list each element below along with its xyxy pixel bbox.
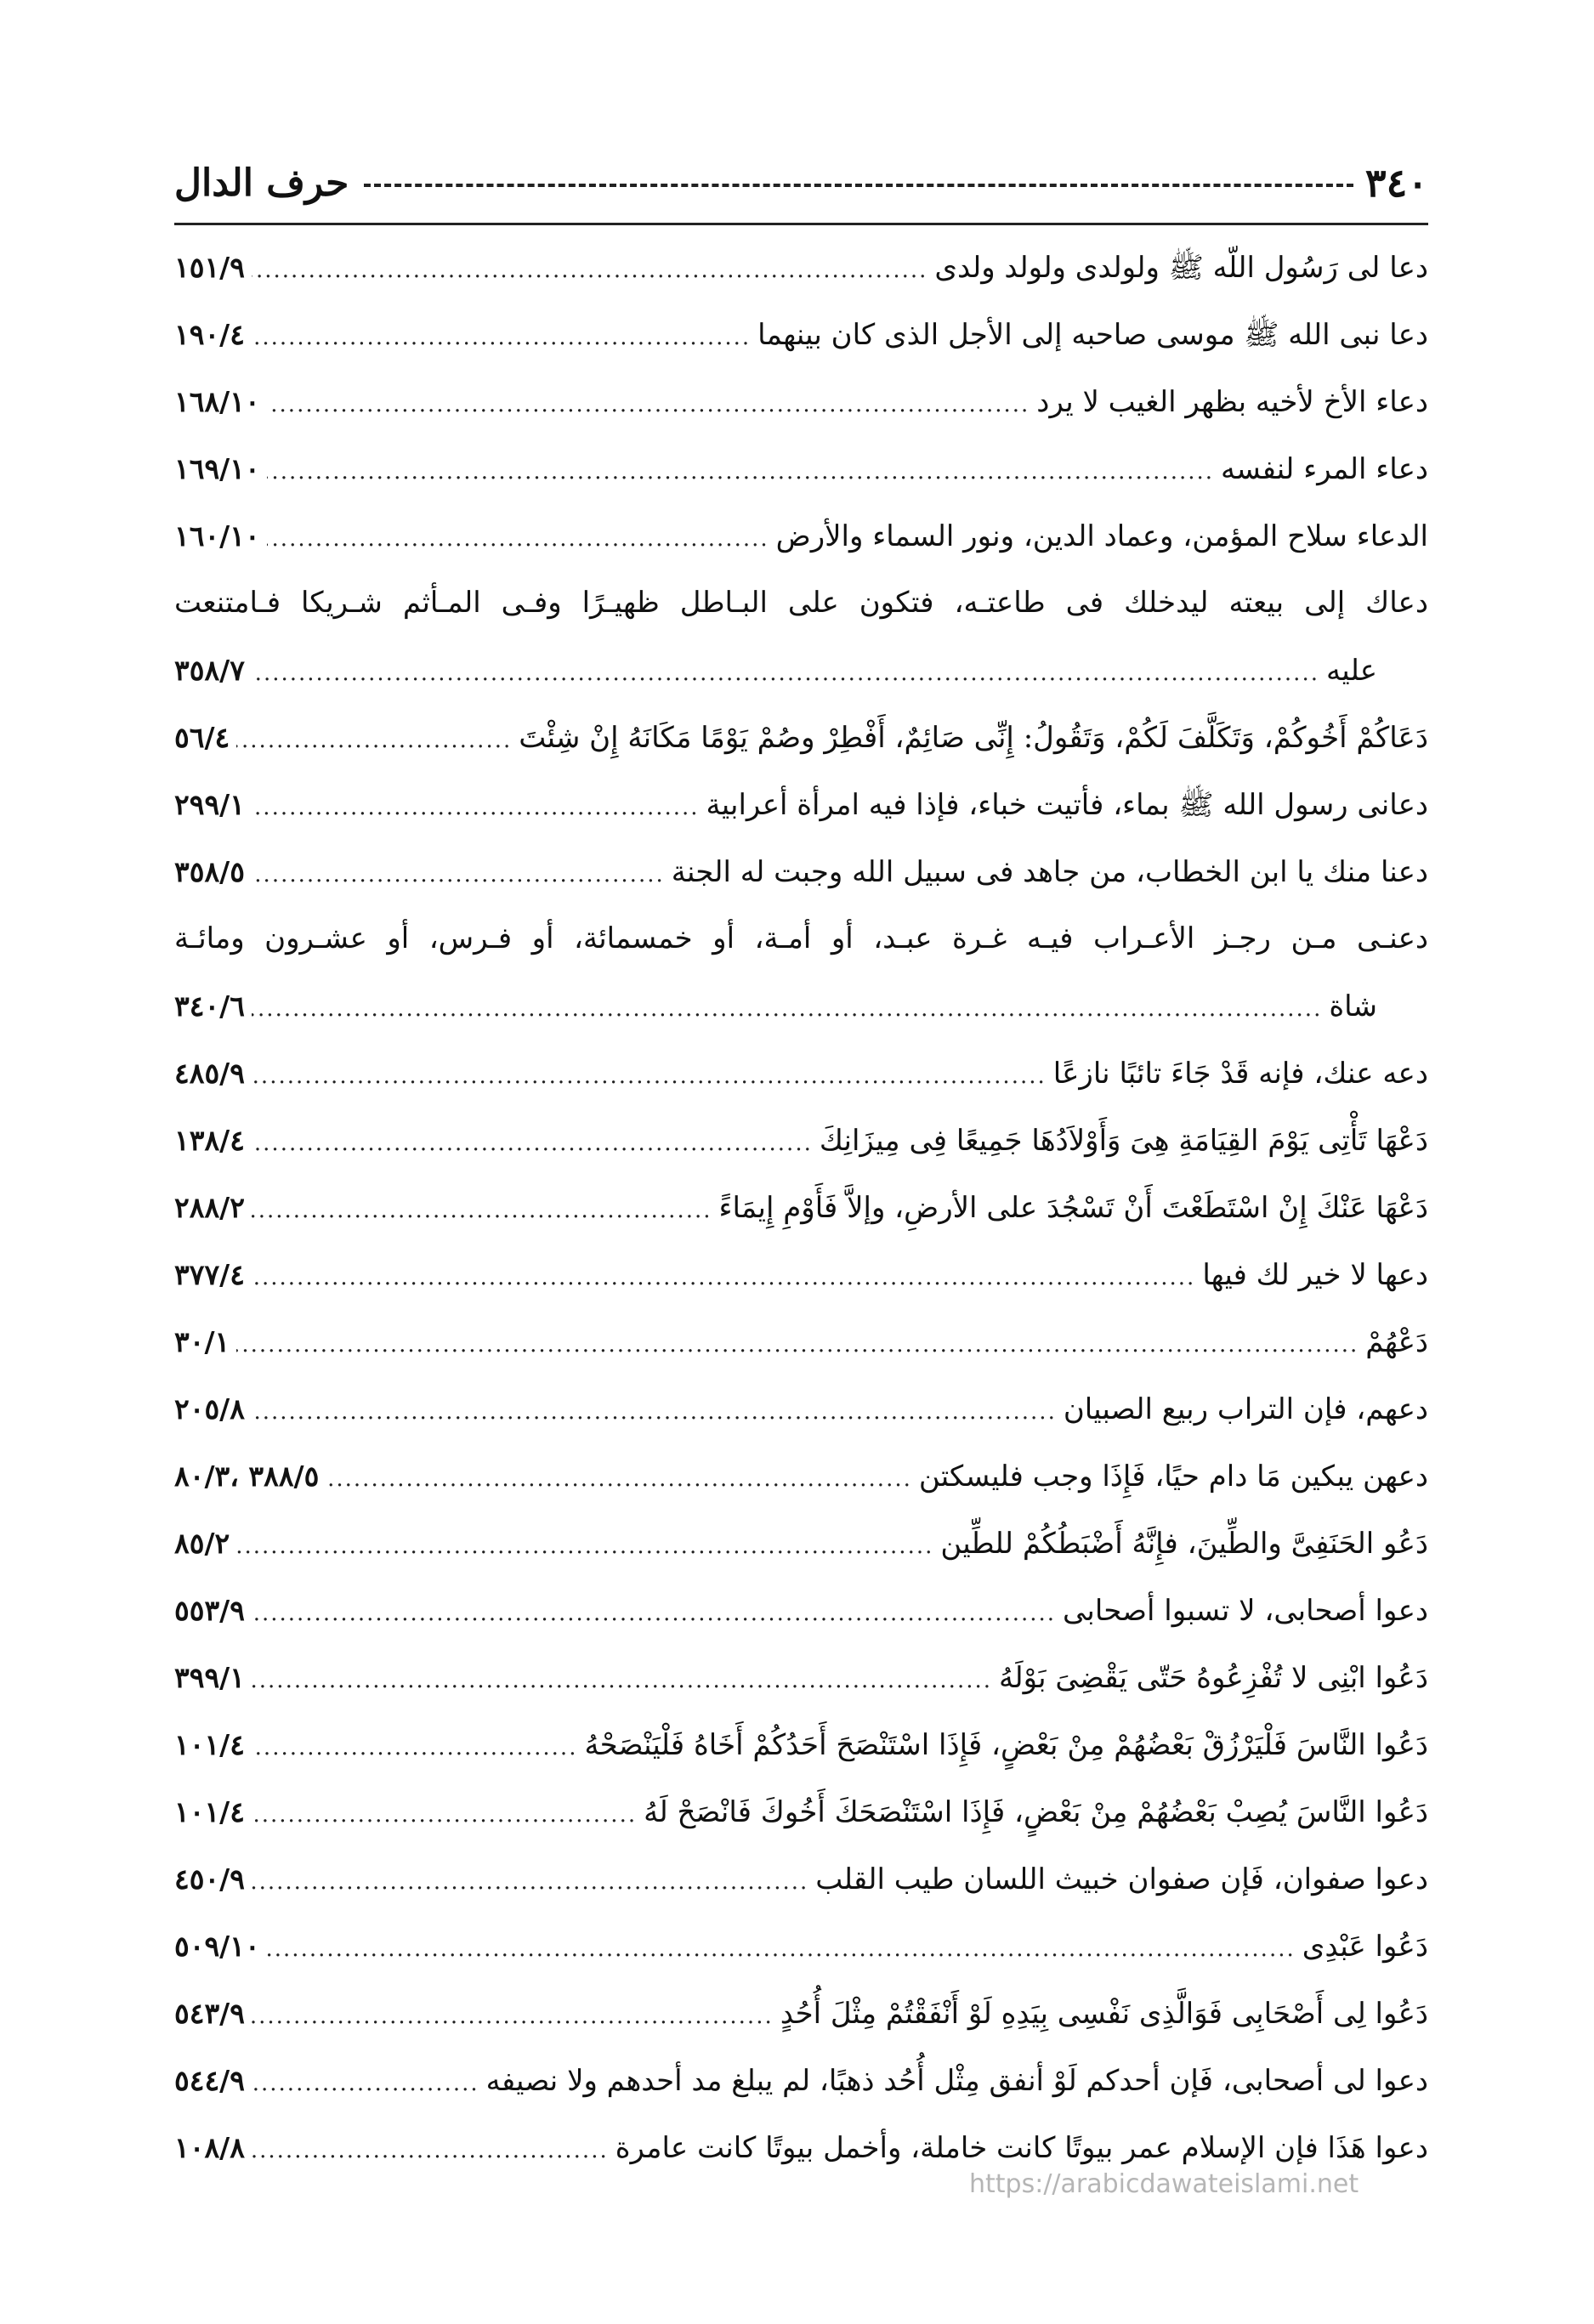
index-entry <box>174 2047 1428 2114</box>
entry-text: دعاك إلى بيعته ليدخلك فى طاعتـه، فتكون على البـاطل ظهيـرًا وفـى المـأثم شـريكا فـامتنعت <box>174 586 1428 620</box>
leader-dots <box>252 1177 712 1244</box>
entry-text: دعنا منك يا ابن الخطاب، من جاهد فى سبيل الله وجبت له الجنة <box>671 855 1428 889</box>
leader-dots <box>252 1244 1195 1312</box>
entry-reference: ٣٨٨/٥ ،٨٠/٣ <box>174 1460 320 1493</box>
leader-dots <box>252 1983 774 2050</box>
leader-dots <box>252 774 700 842</box>
leader-dots <box>267 439 1214 506</box>
index-entry <box>174 368 1428 435</box>
header-dash-line <box>364 184 1353 187</box>
index-entry <box>174 838 1428 905</box>
index-entries <box>174 234 1428 2181</box>
entry-text: دعوا لى أصحابى، فَإن أحدكم لَوْ أنفق مِثْل أُحُد ذهبًا، لم يبلغ مد أحدهم ولا نصيفه <box>485 2064 1428 2098</box>
leader-dots <box>252 2117 609 2185</box>
index-entry <box>174 1577 1428 1644</box>
entry-reference: ٣٩٩/١ <box>174 1661 245 1694</box>
entry-text: دَعَاكُمْ أَخُوكُمْ، وَتَكَلَّفَ لَكُمْ، وَتَقُولُ: إِنِّى صَائِمٌ، أَفْطِرْ وصُمْ يَوْمًا مَكَانَهُ إِنْ شِئْتَ <box>519 721 1428 755</box>
entry-text: دعا لى رَسُول اللّه ﷺ ولولدى ولولد ولدى <box>934 251 1428 285</box>
index-entry <box>174 435 1428 502</box>
entry-text: دعهن يبكين مَا دام حيًا، فَإِذَا وجب فليسكتن <box>918 1460 1428 1494</box>
leader-dots <box>252 640 1319 707</box>
entry-text: دعاء الأخ لأخيه بظهر الغيب لا يرد <box>1036 385 1428 419</box>
section-title: حرف الدال <box>174 161 349 205</box>
index-entry <box>174 1778 1428 1845</box>
leader-dots <box>252 1110 813 1177</box>
entry-reference: ٥٦/٤ <box>174 721 230 754</box>
entry-reference: ٣٤٠/٦ <box>174 989 245 1023</box>
leader-dots <box>252 976 1322 1043</box>
leader-dots <box>236 707 512 774</box>
entry-reference: ١٠١/٤ <box>174 1795 245 1828</box>
entry-reference: ٤٨٥/٩ <box>174 1057 245 1090</box>
leader-dots <box>236 1312 1359 1379</box>
entry-reference: ٢٨٨/٢ <box>174 1191 245 1224</box>
leader-dots <box>252 842 665 909</box>
index-entry <box>174 1040 1428 1107</box>
page-number: ٣٤٠ <box>1364 160 1428 206</box>
entry-reference: ١٦٠/١٠ <box>174 519 260 553</box>
entry-reference: ٣٠/١ <box>174 1325 230 1358</box>
entry-text: دعوا صفوان، فَإن صفوان خبيث اللسان طيب القلب <box>815 1862 1428 1896</box>
watermark: https://arabicdawateislami.net <box>969 2169 1359 2199</box>
index-entry <box>174 234 1428 301</box>
entry-reference: ٥٤٣/٩ <box>174 1997 245 2030</box>
entry-reference: ١٣٨/٤ <box>174 1124 245 1157</box>
entry-reference: ١٠٨/٨ <box>174 2131 245 2164</box>
entry-reference: ٥٤٤/٩ <box>174 2064 245 2097</box>
entry-text: دعه عنك، فإنه قَدْ جَاءَ تائبًا نازعًا <box>1052 1057 1428 1091</box>
entry-text: عليه <box>1325 654 1377 688</box>
entry-reference: ٥٥٣/٩ <box>174 1594 245 1627</box>
index-entry <box>174 570 1428 704</box>
entry-reference: ٣٥٨/٥ <box>174 855 245 888</box>
index-entry <box>174 1375 1428 1443</box>
index-entry <box>174 1510 1428 1577</box>
entry-text: شاة <box>1329 989 1377 1023</box>
entry-text: دَعْهُمْ <box>1365 1325 1428 1359</box>
index-entry <box>174 1443 1428 1510</box>
entry-text: دعاء المرء لنفسه <box>1221 452 1428 486</box>
index-entry <box>174 1241 1428 1308</box>
index-entry <box>174 1174 1428 1241</box>
index-entry <box>174 905 1428 1040</box>
leader-dots <box>252 304 751 371</box>
leader-dots <box>252 1782 637 1849</box>
index-entry <box>174 1845 1428 1913</box>
index-entry <box>174 502 1428 570</box>
entry-text: دَعُوا النَّاسَ فَلْيَرْزُقْ بَعْضُهُمْ مِنْ بَعْضٍ، فَإِذَا اسْتَنْصَحَ أَحَدُكُمْ أَخَاهُ فَلْيَنْصَحْهُ <box>584 1728 1428 1762</box>
entry-reference: ٣٥٨/٧ <box>174 654 245 687</box>
entry-text: دعنـى مـن رجـز الأعـراب فيـه غـرة عبـد، أو أمـة، أو خمسمائة، أو فـرس، أو عشـرون ومائـة <box>174 921 1428 955</box>
entry-reference: ١٦٨/١٠ <box>174 385 260 418</box>
leader-dots <box>252 1849 808 1916</box>
entry-text: دَعْهَا تَأْتِى يَوْمَ القِيَامَةِ هِىَ وَأَوْلاَدُهَا جَمِيعًا فِى مِيزَانِكَ <box>819 1124 1428 1158</box>
leader-dots <box>252 1580 1056 1647</box>
leader-dots <box>252 1379 1057 1446</box>
page-header <box>174 157 1428 208</box>
entry-reference: ٢٠٥/٨ <box>174 1392 245 1426</box>
entry-text: دعوا هَذَا فإن الإسلام عمر بيوتًا كانت خاملة، وأخمل بيوتًا كانت عامرة <box>615 2131 1428 2165</box>
leader-dots <box>252 1715 578 1782</box>
leader-dots <box>267 506 769 573</box>
leader-dots <box>252 1647 992 1715</box>
index-entry <box>174 1980 1428 2047</box>
index-entry <box>174 1308 1428 1375</box>
leader-dots <box>252 237 927 304</box>
entry-text: دعانى رسول الله ﷺ بماء، فأتيت خباء، فإذا فيه امرأة أعرابية <box>706 788 1428 822</box>
entry-text: دَعُوا لِى أَصْحَابِى فَوَالَّذِى نَفْسِى بِيَدِهِ لَوْ أَنْفَقْتُمْ مِثْلَ أُحُدٍ <box>780 1997 1428 2031</box>
entry-reference: ٢٩٩/١ <box>174 788 245 821</box>
entry-reference: ٨٥/٢ <box>174 1527 230 1560</box>
leader-dots <box>267 1916 1296 1983</box>
entry-reference: ١٠١/٤ <box>174 1728 245 1761</box>
index-entry <box>174 704 1428 771</box>
entry-text: دَعُو الحَنَفِىَّ والطِّينَ، فإِنَّهُ أَضْبَطُكُمْ للطِّين <box>940 1527 1428 1561</box>
leader-dots <box>252 2050 479 2117</box>
entry-text: دعها لا خير لك فيها <box>1202 1258 1428 1292</box>
leader-dots <box>326 1446 912 1513</box>
entry-reference: ٥٠٩/١٠ <box>174 1930 260 1963</box>
index-entry <box>174 1913 1428 1980</box>
entry-text: دعهم، فإن التراب ربيع الصبيان <box>1063 1392 1428 1426</box>
index-entry <box>174 1711 1428 1778</box>
entry-reference: ٤٥٠/٩ <box>174 1862 245 1896</box>
entry-text: دَعُوا ابْنِى لا تُفْزِعُوهُ حَتّى يَقْضِىَ بَوْلَهُ <box>999 1661 1428 1695</box>
entry-reference: ١٩٠/٤ <box>174 318 245 351</box>
header-rule <box>174 223 1428 225</box>
entry-text: دعا نبى الله ﷺ موسى صاحبه إلى الأجل الذى كان بينهما <box>757 318 1428 352</box>
entry-text: دَعْهَا عَنْكَ إِنْ اسْتَطَعْتَ أَنْ تَسْجُدَ على الأرضِ، وإلاَّ فَأَوْمِ إِيمَاءً <box>718 1191 1428 1225</box>
entry-text: دَعُوا النَّاسَ يُصِبْ بَعْضُهُمْ مِنْ بَعْضٍ، فَإِذَا اسْتَنْصَحَكَ أَخُوكَ فَانْصَحْ لَهُ <box>644 1795 1428 1829</box>
entry-reference: ١٦٩/١٠ <box>174 452 260 485</box>
entry-text: دَعُوا عَبْدِى <box>1302 1930 1428 1964</box>
index-entry <box>174 301 1428 368</box>
entry-reference: ١٥١/٩ <box>174 251 245 284</box>
index-entry <box>174 771 1428 838</box>
index-entry <box>174 1107 1428 1174</box>
leader-dots <box>236 1513 933 1580</box>
entry-text: الدعاء سلاح المؤمن، وعماد الدين، ونور السماء والأرض <box>775 519 1428 553</box>
entry-reference: ٣٧٧/٤ <box>174 1258 245 1291</box>
entry-text: دعوا أصحابى، لا تسبوا أصحابى <box>1063 1594 1428 1628</box>
index-entry <box>174 1644 1428 1711</box>
leader-dots <box>252 1043 1047 1110</box>
leader-dots <box>267 371 1030 439</box>
